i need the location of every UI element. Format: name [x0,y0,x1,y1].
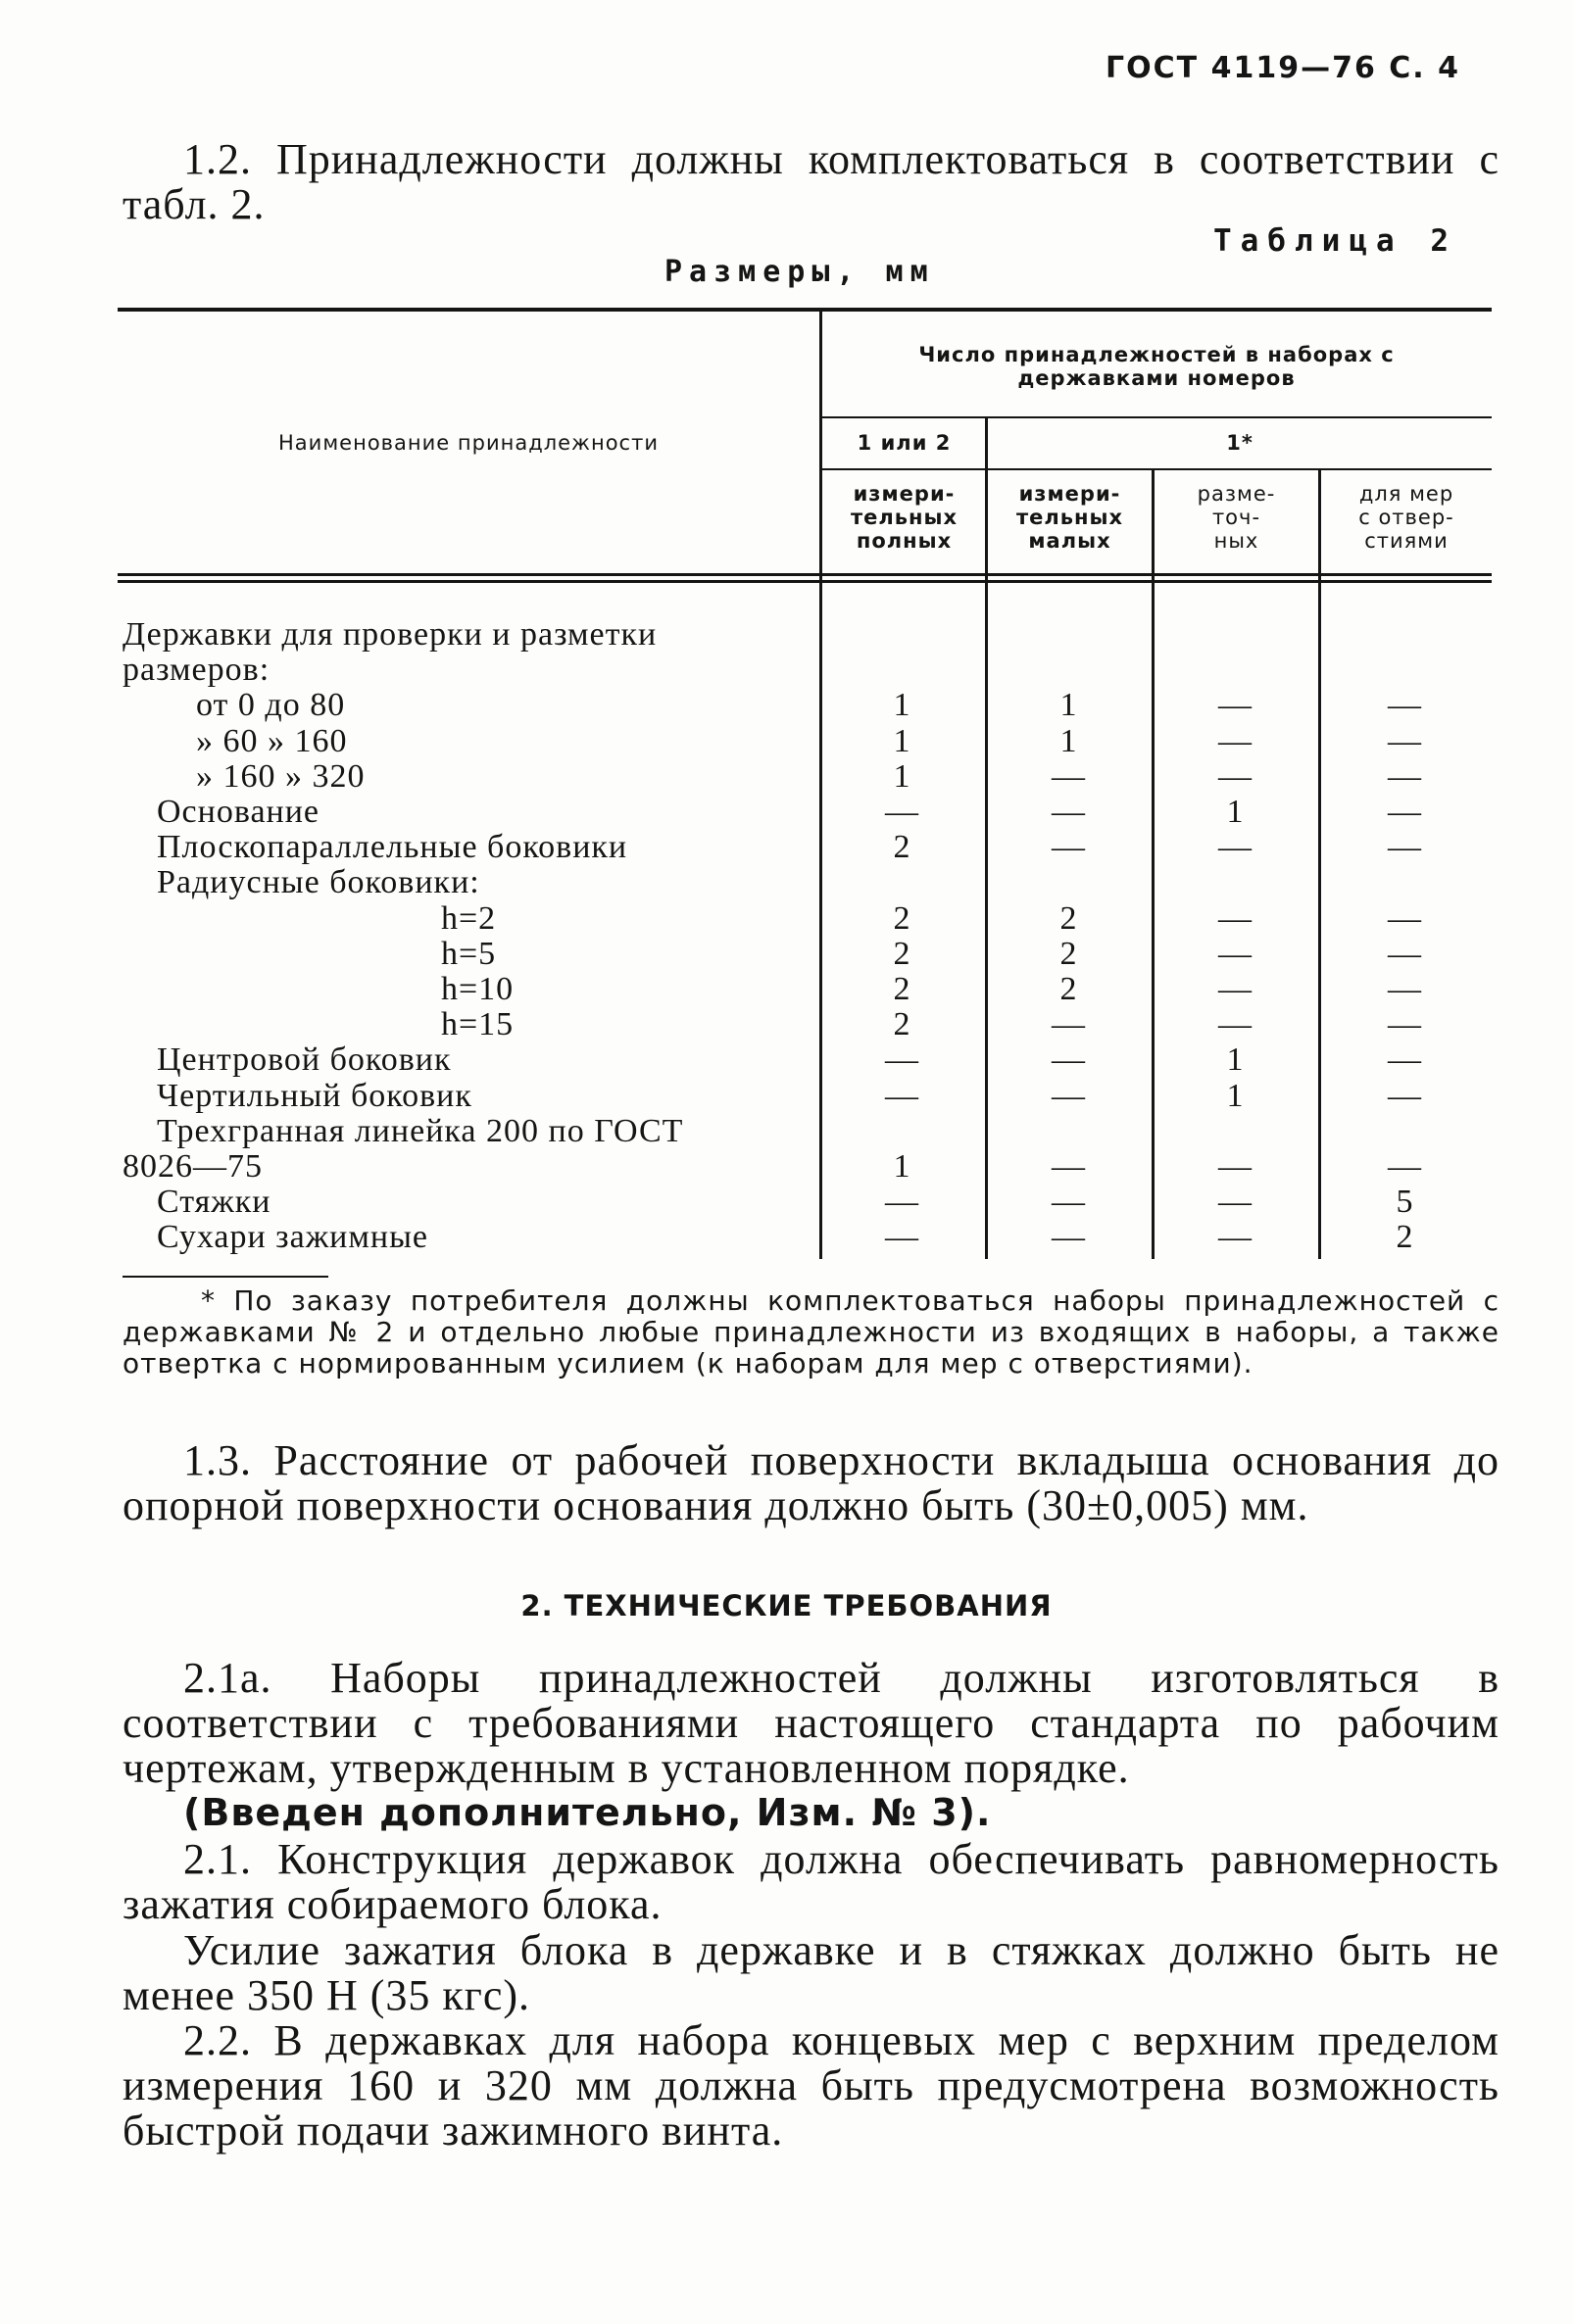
table-cell: — [1388,1148,1421,1185]
table-row-name: h=2 [441,899,497,937]
group-column-header: Число принадлежностей в наборах с державками номеров [918,343,1395,390]
table-cell: — [1388,829,1421,866]
table-row-name: Чертильный боковик [157,1077,472,1114]
table-row-name: h=5 [441,935,497,972]
table-cell: 1 [893,757,910,795]
column-divider-4 [1318,470,1321,1259]
table-cell: 2 [893,1006,910,1043]
table-row-name: Трехгранная линейка 200 по ГОСТ [157,1112,684,1149]
table-cell: 1 [893,1148,910,1185]
footnote [123,1285,1499,1380]
table-cell: — [1388,794,1421,830]
paragraph-1-2 [123,137,1499,227]
col-head-measuring-full: измери- тельных полных [850,482,959,553]
table-top-rule [118,308,1492,312]
table-cell: — [1388,971,1421,1007]
group-header-rule [821,416,1492,418]
table-row-name: » 160 » 320 [196,757,366,795]
table-cell: — [1052,1219,1085,1256]
table-cell: — [1218,1184,1252,1221]
paragraph-2-2 [123,2018,1499,2154]
table-row-name: h=10 [441,971,515,1007]
subheader-1: 1* [1226,431,1253,455]
table-row-name: размеров: [123,652,270,689]
paragraph-1-3-text: 1.3. Расстояние от рабочей поверхности вкладыша основания до опорной поверхности основания должно быть (30±0,005) мм. [123,1436,1499,1529]
table-cell: — [885,794,918,830]
table-cell: — [1052,1006,1085,1043]
table-row-name: 8026—75 [123,1148,263,1185]
paragraph-2-1b-text: Усилие зажатия блока в державке и в стяжках должно быть не менее 350 Н (35 кгс). [123,1926,1499,2019]
table-cell: — [1218,899,1252,937]
table-row-name: » 60 » 160 [196,722,348,759]
amendment-note: (Введен дополнительно, Изм. № 3). [183,1791,992,1834]
table-cell: — [1052,794,1085,830]
table-units: Размеры, мм [664,255,935,289]
table-cell: — [1218,1006,1252,1043]
table-cell: 1 [893,722,910,759]
table-cell: — [1218,971,1252,1007]
table-cell: 1 [893,687,910,724]
paragraph-1-3 [123,1438,1499,1528]
table-cell: — [885,1041,918,1079]
table-cell: — [885,1077,918,1114]
footnote-text: * По заказу потребителя должны комплектоваться наборы принадлежностей с державками № 2 и отдельно любые принадлежности из входящих в наборы, а также отвертка с нормированным усилием (к наборам для мер с отверстиями). [123,1284,1499,1380]
table-cell: — [1388,1041,1421,1079]
section-title: 2. ТЕХНИЧЕСКИЕ ТРЕБОВАНИЯ [520,1589,1053,1622]
paragraph-2-1a [123,1656,1499,1791]
table-cell: 2 [1059,899,1077,937]
col-head-measuring-small: измери- тельных малых [1015,482,1124,553]
table-cell: — [1218,1219,1252,1256]
table-cell: — [885,1219,918,1256]
table-cell: — [1218,829,1252,866]
table-row-name: Радиусные боковики: [157,864,480,901]
table-cell: — [885,1184,918,1221]
paragraph-1-2-text: 1.2. Принадлежности должны комплектоваться в соответствии с табл. 2. [123,135,1499,228]
table-cell: 2 [893,829,910,866]
table-cell: 1 [1226,1077,1244,1114]
table-row-name: Центровой боковик [157,1041,452,1079]
table-cell: 2 [893,899,910,937]
table-cell: — [1052,1184,1085,1221]
paragraph-2-1 [123,1837,1499,1927]
table-cell: 2 [1396,1219,1413,1256]
paragraph-2-1-text: 2.1. Конструкция державок должна обеспечивать равномерность зажатия собираемого блока. [123,1835,1499,1928]
paragraph-2-2-text: 2.2. В державках для набора концевых мер с верхним пределом измерения 160 и 320 мм должна быть предусмотрена возможность быстрой подачи зажимного винта. [123,2016,1499,2155]
table-cell: — [1052,1148,1085,1185]
subheader-1-or-2: 1 или 2 [857,431,952,455]
table-row-name: Державки для проверки и разметки [123,616,658,653]
table-number: Таблица 2 [1213,223,1457,259]
footnote-rule [123,1276,328,1278]
table-row-name: Сухари зажимные [157,1219,429,1256]
table-header-rule-1 [118,573,1492,576]
table-cell: 2 [1059,935,1077,972]
table-cell: — [1388,935,1421,972]
table-cell: 1 [1226,1041,1244,1079]
table-cell: — [1388,899,1421,937]
table-row-name: h=15 [441,1006,515,1043]
table-row-name: от 0 до 80 [196,687,346,724]
table-cell: — [1388,687,1421,724]
col-head-holes: для мер с отвер- стиями [1358,482,1454,553]
table-cell: — [1218,1148,1252,1185]
table-cell: — [1388,757,1421,795]
table-cell: 2 [1059,971,1077,1007]
page-header: ГОСТ 4119—76 С. 4 [1106,51,1460,85]
table-row-name: Основание [157,794,320,830]
name-column-header: Наименование принадлежности [278,431,659,455]
table-cell: — [1052,757,1085,795]
paragraph-2-1b [123,1928,1499,2018]
table-cell: — [1388,1077,1421,1114]
table-cell: — [1218,722,1252,759]
table-cell: — [1052,829,1085,866]
table-row-name: Плоскопараллельные боковики [157,829,628,866]
table-cell: 1 [1226,794,1244,830]
table-header-rule-2 [118,580,1492,583]
table-cell: 2 [893,971,910,1007]
table-cell: 1 [1059,722,1077,759]
column-divider-3 [1152,470,1155,1259]
subgroup-header-rule [821,468,1492,470]
table-cell: — [1218,687,1252,724]
table-cell: 1 [1059,687,1077,724]
table-row-name: Стяжки [157,1184,271,1221]
table-cell: 2 [893,935,910,972]
table-cell: — [1052,1077,1085,1114]
table-cell: — [1218,935,1252,972]
col-head-marking: разме- точ- ных [1197,482,1276,553]
paragraph-2-1a-text: 2.1а. Наборы принадлежностей должны изготовляться в соответствии с требованиями настоящего стандарта по рабочим чертежам, утвержденным в установленном порядке. [123,1654,1499,1792]
table-cell: — [1388,1006,1421,1043]
table-cell: — [1218,757,1252,795]
table-cell: — [1052,1041,1085,1079]
table-cell: — [1388,722,1421,759]
table-cell: 5 [1396,1184,1413,1221]
